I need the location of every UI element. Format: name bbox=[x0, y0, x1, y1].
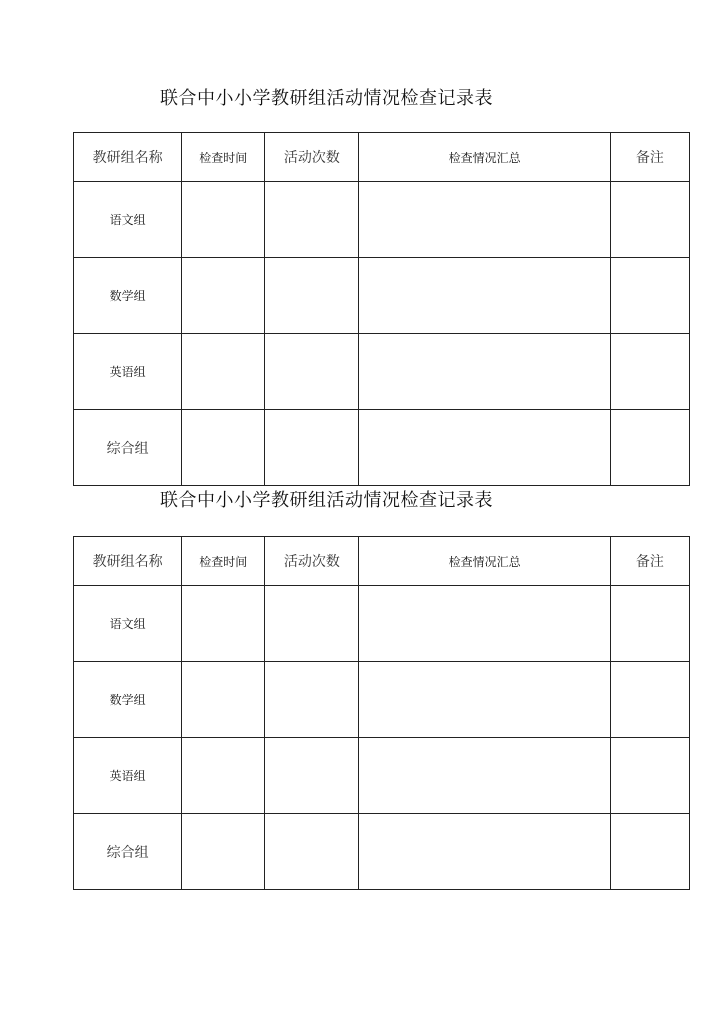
remarks-cell bbox=[610, 258, 689, 334]
group-name-cell: 语文组 bbox=[74, 182, 182, 258]
activity-count-cell bbox=[265, 182, 359, 258]
table-row bbox=[74, 410, 690, 486]
table-header-row bbox=[74, 537, 690, 586]
header-remarks: 备注 bbox=[610, 133, 689, 182]
table-row bbox=[74, 334, 690, 410]
summary-cell bbox=[359, 258, 610, 334]
table-row bbox=[74, 662, 690, 738]
header-remarks: 备注 bbox=[610, 537, 689, 586]
group-name-cell: 数学组 bbox=[74, 258, 182, 334]
remarks-cell bbox=[610, 738, 689, 814]
header-group-name: 教研组名称 bbox=[74, 537, 182, 586]
check-time-cell bbox=[182, 410, 265, 486]
record-table bbox=[73, 536, 690, 890]
group-name-cell: 英语组 bbox=[74, 738, 182, 814]
group-name-cell: 综合组 bbox=[74, 814, 182, 890]
header-check-time: 检查时间 bbox=[182, 133, 265, 182]
table-row bbox=[74, 182, 690, 258]
group-name-cell: 数学组 bbox=[74, 662, 182, 738]
activity-count-cell bbox=[265, 738, 359, 814]
check-time-cell bbox=[182, 182, 265, 258]
table-row bbox=[74, 586, 690, 662]
header-group-name: 教研组名称 bbox=[74, 133, 182, 182]
check-time-cell bbox=[182, 586, 265, 662]
header-activity-count: 活动次数 bbox=[265, 537, 359, 586]
table-row bbox=[74, 738, 690, 814]
header-activity-count: 活动次数 bbox=[265, 133, 359, 182]
remarks-cell bbox=[610, 662, 689, 738]
header-summary: 检查情况汇总 bbox=[359, 537, 610, 586]
summary-cell bbox=[359, 410, 610, 486]
table-row bbox=[74, 814, 690, 890]
check-time-cell bbox=[182, 334, 265, 410]
group-name-cell: 英语组 bbox=[74, 334, 182, 410]
activity-count-cell bbox=[265, 662, 359, 738]
summary-cell bbox=[359, 662, 610, 738]
activity-count-cell bbox=[265, 814, 359, 890]
header-check-time: 检查时间 bbox=[182, 537, 265, 586]
header-summary: 检查情况汇总 bbox=[359, 133, 610, 182]
record-table bbox=[73, 132, 690, 486]
check-time-cell bbox=[182, 662, 265, 738]
document-title: 联合中小小学教研组活动情况检查记录表 bbox=[160, 490, 493, 511]
remarks-cell bbox=[610, 410, 689, 486]
remarks-cell bbox=[610, 814, 689, 890]
activity-count-cell bbox=[265, 586, 359, 662]
summary-cell bbox=[359, 738, 610, 814]
remarks-cell bbox=[610, 586, 689, 662]
table-row bbox=[74, 258, 690, 334]
summary-cell bbox=[359, 586, 610, 662]
check-time-cell bbox=[182, 258, 265, 334]
summary-cell bbox=[359, 334, 610, 410]
activity-count-cell bbox=[265, 334, 359, 410]
activity-count-cell bbox=[265, 258, 359, 334]
document-title: 联合中小小学教研组活动情况检查记录表 bbox=[160, 88, 493, 109]
group-name-cell: 语文组 bbox=[74, 586, 182, 662]
remarks-cell bbox=[610, 334, 689, 410]
summary-cell bbox=[359, 182, 610, 258]
remarks-cell bbox=[610, 182, 689, 258]
table-header-row bbox=[74, 133, 690, 182]
check-time-cell bbox=[182, 738, 265, 814]
activity-count-cell bbox=[265, 410, 359, 486]
summary-cell bbox=[359, 814, 610, 890]
check-time-cell bbox=[182, 814, 265, 890]
group-name-cell: 综合组 bbox=[74, 410, 182, 486]
